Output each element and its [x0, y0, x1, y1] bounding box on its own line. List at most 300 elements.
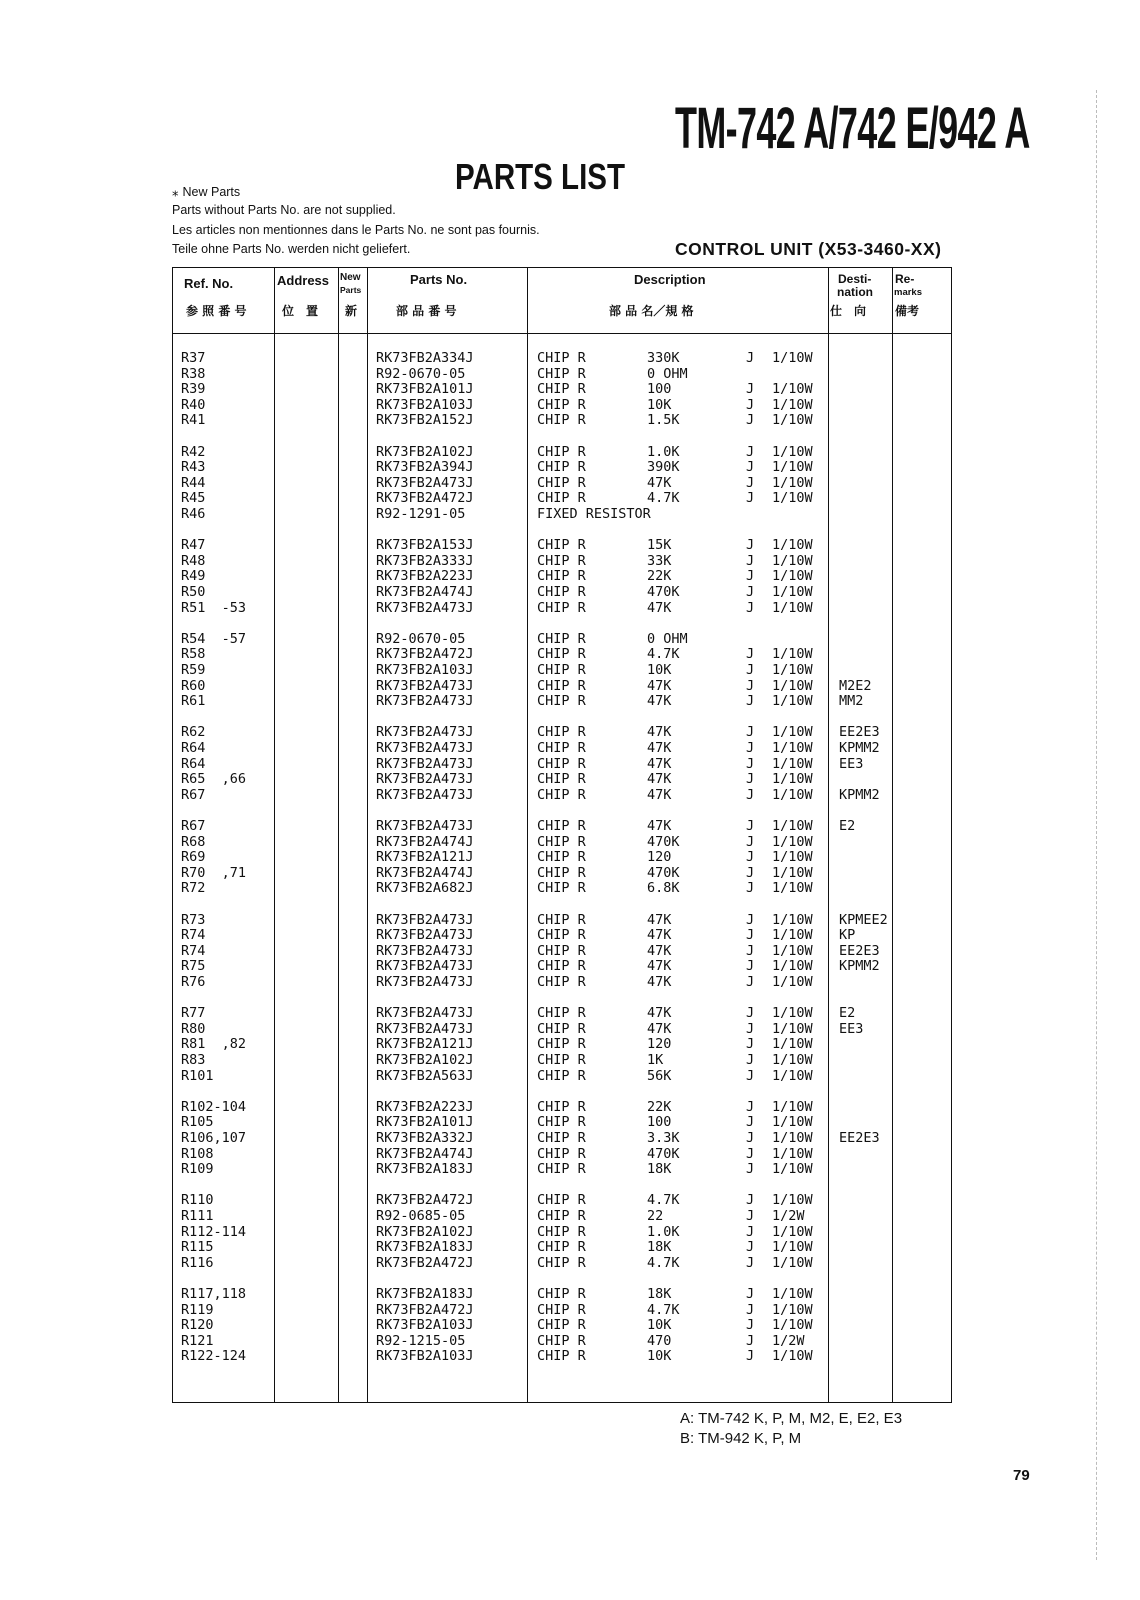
parts-no-cell: RK73FB2A183J [376, 1239, 474, 1256]
destination-b: B: TM-942 K, P, M [680, 1430, 802, 1447]
ref-no-cell: R45 [181, 490, 206, 507]
parts-no-cell: RK73FB2A183J [376, 1161, 474, 1178]
tolerance-cell: J [746, 1254, 755, 1271]
destination-cell: EE2E3 [839, 724, 880, 741]
value-cell: 10K [647, 1348, 672, 1365]
destination-a: A: TM-742 K, P, M, M2, E, E2, E3 [680, 1410, 903, 1427]
tolerance-cell: J [746, 568, 755, 585]
wattage-cell: 1/10W [772, 1098, 813, 1115]
ref-no-cell: R50 [181, 584, 206, 600]
wattage-cell: 1/10W [772, 771, 813, 788]
value-cell: 330K [647, 350, 680, 366]
description-cell: CHIP R [537, 599, 586, 616]
description-cell: CHIP R [537, 1161, 586, 1178]
header-remarks-2: marks [894, 287, 922, 298]
description-cell: CHIP R [537, 490, 586, 507]
parts-no-cell: RK73FB2A332J [376, 1130, 474, 1146]
ref-no-cell: R68 [181, 833, 206, 850]
parts-no-cell: RK73FB2A334J [376, 350, 474, 366]
description-cell: CHIP R [537, 958, 586, 975]
ref-no-cell: R54 -57 [181, 630, 247, 647]
wattage-cell: 1/10W [772, 381, 813, 398]
parts-no-cell: RK73FB2A103J [376, 396, 474, 413]
tolerance-cell: J [746, 396, 755, 413]
ref-no-cell: R111 [181, 1208, 214, 1224]
description-cell: CHIP R [537, 724, 586, 741]
tolerance-cell: J [746, 1208, 755, 1224]
value-cell: 100 [647, 1114, 672, 1131]
ref-no-cell: R106,107 [181, 1130, 247, 1146]
tolerance-cell: J [746, 818, 755, 834]
description-cell: CHIP R [537, 1052, 586, 1068]
ref-no-cell: R115 [181, 1239, 214, 1256]
wattage-cell: 1/10W [772, 942, 813, 959]
ref-no-cell: R74 [181, 942, 206, 959]
tolerance-cell: J [746, 459, 755, 476]
parts-no-cell: RK73FB2A102J [376, 1223, 474, 1240]
value-cell: 470K [647, 584, 680, 600]
description-cell: CHIP R [537, 443, 586, 460]
value-cell: 47K [647, 599, 672, 616]
wattage-cell: 1/10W [772, 1317, 813, 1334]
description-cell: CHIP R [537, 552, 586, 569]
tolerance-cell: J [746, 677, 755, 694]
wattage-cell: 1/10W [772, 552, 813, 569]
header-address: Address [277, 273, 330, 288]
value-cell: 10K [647, 396, 672, 413]
parts-no-cell: RK73FB2A333J [376, 552, 474, 569]
wattage-cell: 1/10W [772, 958, 813, 975]
wattage-cell: 1/10W [772, 1192, 813, 1209]
page-number: 79 [1013, 1467, 1030, 1484]
tolerance-cell: J [746, 740, 755, 756]
value-cell: 3.3K [647, 1130, 680, 1146]
value-cell: 47K [647, 958, 672, 975]
header-parts-no: Parts No. [410, 272, 468, 287]
parts-no-cell: RK73FB2A474J [376, 864, 474, 881]
destination-cell: MM2 [839, 693, 864, 710]
description-cell: CHIP R [537, 1067, 586, 1084]
header-ref-no: Ref. No. [184, 276, 234, 291]
value-cell: 4.7K [647, 1192, 680, 1209]
note-german: Teile ohne Parts No. werden nicht geliefert. [172, 242, 411, 256]
tolerance-cell: J [746, 755, 755, 772]
description-cell: CHIP R [537, 1098, 586, 1115]
wattage-cell: 1/10W [772, 443, 813, 460]
wattage-cell: 1/10W [772, 490, 813, 507]
wattage-cell: 1/10W [772, 911, 813, 928]
page-title: PARTS LIST [455, 156, 626, 197]
value-cell: 470K [647, 864, 680, 881]
tolerance-cell: J [746, 724, 755, 741]
destination-cell: E2 [839, 1005, 856, 1022]
value-cell: 47K [647, 693, 672, 710]
parts-no-cell: RK73FB2A121J [376, 1036, 474, 1053]
ref-no-cell: R40 [181, 396, 206, 413]
tolerance-cell: J [746, 974, 755, 990]
description-cell: CHIP R [537, 677, 586, 694]
destination-cell: KP [839, 927, 856, 944]
ref-no-cell: R121 [181, 1332, 214, 1349]
description-cell: CHIP R [537, 1317, 586, 1334]
wattage-cell: 1/10W [772, 350, 813, 366]
description-cell: CHIP R [537, 864, 586, 881]
value-cell: 47K [647, 1005, 672, 1022]
tolerance-cell: J [746, 1286, 755, 1302]
destination-cell: KPMM2 [839, 958, 880, 975]
parts-no-cell: RK73FB2A223J [376, 568, 474, 585]
parts-no-cell: RK73FB2A473J [376, 1005, 474, 1022]
column-divider [892, 267, 893, 1403]
note-english: Parts without Parts No. are not supplied. [172, 203, 396, 217]
ref-no-cell: R64 [181, 740, 206, 756]
destination-cell: E2 [839, 818, 856, 834]
ref-no-cell: R117,118 [181, 1286, 247, 1302]
ref-no-cell: R108 [181, 1145, 214, 1162]
parts-no-cell: RK73FB2A473J [376, 786, 474, 803]
tolerance-cell: J [746, 880, 755, 897]
value-cell: 56K [647, 1067, 672, 1084]
description-cell: CHIP R [537, 1145, 586, 1162]
destination-cell: M2E2 [839, 677, 872, 694]
tolerance-cell: J [746, 942, 755, 959]
parts-no-cell: R92-0685-05 [376, 1208, 466, 1224]
ref-no-cell: R48 [181, 552, 206, 569]
ref-no-cell: R112-114 [181, 1223, 247, 1240]
description-cell: CHIP R [537, 927, 586, 944]
value-cell: 47K [647, 974, 672, 990]
unit-title: CONTROL UNIT (X53-3460-XX) [675, 239, 942, 259]
wattage-cell: 1/10W [772, 677, 813, 694]
ref-no-cell: R81 ,82 [181, 1036, 247, 1053]
description-cell: CHIP R [537, 350, 586, 366]
ref-no-cell: R77 [181, 1005, 206, 1022]
parts-no-cell: RK73FB2A183J [376, 1286, 474, 1302]
wattage-cell: 1/10W [772, 927, 813, 944]
header-new-parts-2: Parts [340, 285, 362, 295]
description-cell: CHIP R [537, 1332, 586, 1349]
description-cell: CHIP R [537, 630, 586, 647]
parts-no-cell: RK73FB2A473J [376, 724, 474, 741]
wattage-cell: 1/10W [772, 1301, 813, 1318]
ref-no-cell: R70 ,71 [181, 864, 247, 881]
ref-no-cell: R49 [181, 568, 206, 585]
description-cell: CHIP R [537, 381, 586, 398]
parts-no-cell: RK73FB2A103J [376, 662, 474, 678]
description-cell: CHIP R [537, 1208, 586, 1224]
parts-no-cell: RK73FB2A101J [376, 381, 474, 398]
header-parts-no-jp: 部 品 番 号 [396, 304, 457, 318]
wattage-cell: 1/2W [772, 1208, 805, 1224]
description-cell: CHIP R [537, 662, 586, 678]
ref-no-cell: R120 [181, 1317, 214, 1334]
value-cell: 47K [647, 786, 672, 803]
wattage-cell: 1/10W [772, 1067, 813, 1084]
parts-no-cell: RK73FB2A473J [376, 677, 474, 694]
ref-no-cell: R65 ,66 [181, 771, 247, 788]
tolerance-cell: J [746, 599, 755, 616]
description-cell: CHIP R [537, 833, 586, 850]
description-cell: CHIP R [537, 365, 586, 382]
value-cell: 1.0K [647, 1223, 680, 1240]
value-cell: 47K [647, 740, 672, 756]
header-ref-no-jp: 参 照 番 号 [186, 304, 247, 318]
tolerance-cell: J [746, 1052, 755, 1068]
ref-no-cell: R110 [181, 1192, 214, 1209]
parts-no-cell: R92-0670-05 [376, 630, 466, 647]
tolerance-cell: J [746, 1005, 755, 1022]
description-cell: CHIP R [537, 584, 586, 600]
tolerance-cell: J [746, 443, 755, 460]
description-cell: CHIP R [537, 755, 586, 772]
wattage-cell: 1/10W [772, 662, 813, 678]
parts-no-cell: RK73FB2A472J [376, 646, 474, 663]
tolerance-cell: J [746, 1332, 755, 1349]
ref-no-cell: R67 [181, 818, 206, 834]
parts-no-cell: RK73FB2A152J [376, 412, 474, 429]
ref-no-cell: R83 [181, 1052, 206, 1068]
description-cell: CHIP R [537, 740, 586, 756]
ref-no-cell: R76 [181, 974, 206, 990]
parts-no-cell: RK73FB2A472J [376, 490, 474, 507]
tolerance-cell: J [746, 693, 755, 710]
parts-no-cell: RK73FB2A223J [376, 1098, 474, 1115]
wattage-cell: 1/10W [772, 1130, 813, 1146]
description-cell: CHIP R [537, 911, 586, 928]
tolerance-cell: J [746, 911, 755, 928]
description-cell: CHIP R [537, 1286, 586, 1302]
value-cell: 470K [647, 1145, 680, 1162]
tolerance-cell: J [746, 786, 755, 803]
ref-no-cell: R69 [181, 849, 206, 866]
wattage-cell: 1/10W [772, 1161, 813, 1178]
wattage-cell: 1/10W [772, 646, 813, 663]
description-cell: CHIP R [537, 568, 586, 585]
description-cell: CHIP R [537, 1239, 586, 1256]
wattage-cell: 1/10W [772, 755, 813, 772]
column-divider [367, 267, 368, 1403]
tolerance-cell: J [746, 474, 755, 491]
header-address-jp: 位 置 [282, 304, 319, 318]
tolerance-cell: J [746, 412, 755, 429]
ref-no-cell: R42 [181, 443, 206, 460]
wattage-cell: 1/10W [772, 1145, 813, 1162]
tolerance-cell: J [746, 350, 755, 366]
tolerance-cell: J [746, 771, 755, 788]
wattage-cell: 1/10W [772, 864, 813, 881]
destination-cell: EE3 [839, 1020, 864, 1037]
parts-no-cell: RK73FB2A472J [376, 1301, 474, 1318]
wattage-cell: 1/10W [772, 833, 813, 850]
ref-no-cell: R80 [181, 1020, 206, 1037]
ref-no-cell: R37 [181, 350, 206, 366]
description-cell: CHIP R [537, 646, 586, 663]
destination-cell: KPMM2 [839, 740, 880, 756]
wattage-cell: 1/10W [772, 1254, 813, 1271]
parts-no-cell: RK73FB2A472J [376, 1192, 474, 1209]
parts-no-cell: RK73FB2A394J [376, 459, 474, 476]
value-cell: 22K [647, 568, 672, 585]
tolerance-cell: J [746, 537, 755, 554]
wattage-cell: 1/10W [772, 1223, 813, 1240]
tolerance-cell: J [746, 1114, 755, 1131]
parts-no-cell: RK73FB2A473J [376, 1020, 474, 1037]
tolerance-cell: J [746, 1301, 755, 1318]
description-cell: FIXED RESISTOR [537, 506, 651, 522]
description-cell: CHIP R [537, 459, 586, 476]
parts-no-cell: RK73FB2A473J [376, 958, 474, 975]
ref-no-cell: R43 [181, 459, 206, 476]
column-divider [338, 267, 339, 1403]
description-cell: CHIP R [537, 1130, 586, 1146]
parts-no-cell: RK73FB2A121J [376, 849, 474, 866]
column-divider [274, 267, 275, 1403]
description-cell: CHIP R [537, 1036, 586, 1053]
value-cell: 47K [647, 942, 672, 959]
wattage-cell: 1/10W [772, 1114, 813, 1131]
tolerance-cell: J [746, 1098, 755, 1115]
parts-no-cell: RK73FB2A474J [376, 833, 474, 850]
value-cell: 47K [647, 927, 672, 944]
parts-no-cell: RK73FB2A473J [376, 927, 474, 944]
description-cell: CHIP R [537, 693, 586, 710]
wattage-cell: 1/2W [772, 1332, 805, 1349]
value-cell: 47K [647, 724, 672, 741]
value-cell: 4.7K [647, 490, 680, 507]
description-cell: CHIP R [537, 1301, 586, 1318]
value-cell: 47K [647, 677, 672, 694]
parts-no-cell: RK73FB2A102J [376, 443, 474, 460]
header-remarks-jp: 備考 [895, 304, 920, 318]
tolerance-cell: J [746, 1020, 755, 1037]
wattage-cell: 1/10W [772, 786, 813, 803]
header-description: Description [634, 272, 706, 287]
tolerance-cell: J [746, 381, 755, 398]
value-cell: 470 [647, 1332, 672, 1349]
value-cell: 10K [647, 662, 672, 678]
value-cell: 1.5K [647, 412, 680, 429]
parts-no-cell: RK73FB2A473J [376, 818, 474, 834]
destination-notes [680, 1409, 902, 1449]
value-cell: 47K [647, 911, 672, 928]
value-cell: 120 [647, 849, 672, 866]
value-cell: 4.7K [647, 1254, 680, 1271]
parts-no-cell: RK73FB2A473J [376, 771, 474, 788]
parts-no-cell: R92-1291-05 [376, 506, 466, 522]
header-description-jp: 部 品 名／規 格 [609, 304, 694, 318]
wattage-cell: 1/10W [772, 724, 813, 741]
header-divider [172, 333, 952, 334]
description-cell: CHIP R [537, 537, 586, 554]
parts-no-cell: RK73FB2A473J [376, 599, 474, 616]
parts-no-cell: RK73FB2A101J [376, 1114, 474, 1131]
tolerance-cell: J [746, 490, 755, 507]
tolerance-cell: J [746, 584, 755, 600]
value-cell: 0 OHM [647, 365, 688, 382]
tolerance-cell: J [746, 1348, 755, 1365]
tolerance-cell: J [746, 662, 755, 678]
ref-no-cell: R46 [181, 506, 206, 522]
note-french: Les articles non mentionnes dans le Parts No. ne sont pas fournis. [172, 223, 540, 237]
ref-no-cell: R60 [181, 677, 206, 694]
value-cell: 6.8K [647, 880, 680, 897]
destination-cell: KPMEE2 [839, 911, 888, 928]
parts-no-cell: RK73FB2A103J [376, 1348, 474, 1365]
value-cell: 18K [647, 1286, 672, 1302]
value-cell: 1.0K [647, 443, 680, 460]
destination-cell: KPMM2 [839, 786, 880, 803]
ref-no-cell: R67 [181, 786, 206, 803]
wattage-cell: 1/10W [772, 459, 813, 476]
wattage-cell: 1/10W [772, 396, 813, 413]
ref-no-cell: R64 [181, 755, 206, 772]
value-cell: 4.7K [647, 646, 680, 663]
ref-no-cell: R122-124 [181, 1348, 247, 1365]
wattage-cell: 1/10W [772, 818, 813, 834]
tolerance-cell: J [746, 864, 755, 881]
description-cell: CHIP R [537, 1223, 586, 1240]
wattage-cell: 1/10W [772, 474, 813, 491]
header-destination-jp: 仕 向 [830, 304, 867, 318]
tolerance-cell: J [746, 1239, 755, 1256]
tolerance-cell: J [746, 833, 755, 850]
wattage-cell: 1/10W [772, 1052, 813, 1068]
ref-no-cell: R47 [181, 537, 206, 554]
value-cell: 18K [647, 1239, 672, 1256]
destination-cell: EE2E3 [839, 1130, 880, 1146]
parts-no-cell: RK73FB2A472J [376, 1254, 474, 1271]
value-cell: 33K [647, 552, 672, 569]
ref-no-cell: R75 [181, 958, 206, 975]
description-cell: CHIP R [537, 818, 586, 834]
ref-no-cell: R39 [181, 381, 206, 398]
header-destination-2: nation [837, 285, 873, 299]
tolerance-cell: J [746, 646, 755, 663]
ref-no-cell: R74 [181, 927, 206, 944]
ref-no-cell: R72 [181, 880, 206, 897]
value-cell: 18K [647, 1161, 672, 1178]
parts-no-cell: RK73FB2A473J [376, 474, 474, 491]
value-cell: 22K [647, 1098, 672, 1115]
new-parts-label: New Parts [182, 185, 241, 199]
description-cell: CHIP R [537, 396, 586, 413]
tolerance-cell: J [746, 1192, 755, 1209]
header-new-parts-jp: 新 [345, 304, 358, 318]
parts-no-cell: RK73FB2A563J [376, 1067, 474, 1084]
wattage-cell: 1/10W [772, 1020, 813, 1037]
description-cell: CHIP R [537, 880, 586, 897]
ref-no-cell: R62 [181, 724, 206, 741]
column-divider [828, 267, 829, 1403]
wattage-cell: 1/10W [772, 1239, 813, 1256]
ref-no-cell: R51 -53 [181, 599, 247, 616]
parts-no-cell: R92-0670-05 [376, 365, 466, 382]
description-cell: CHIP R [537, 1114, 586, 1131]
wattage-cell: 1/10W [772, 849, 813, 866]
ref-no-cell: R109 [181, 1161, 214, 1178]
value-cell: 4.7K [647, 1301, 680, 1318]
tolerance-cell: J [746, 849, 755, 866]
ref-no-cell: R102-104 [181, 1098, 247, 1115]
value-cell: 47K [647, 771, 672, 788]
value-cell: 0 OHM [647, 630, 688, 647]
value-cell: 1K [647, 1052, 664, 1068]
parts-no-cell: RK73FB2A473J [376, 693, 474, 710]
wattage-cell: 1/10W [772, 584, 813, 600]
ref-no-cell: R38 [181, 365, 206, 382]
description-cell: CHIP R [537, 849, 586, 866]
tolerance-cell: J [746, 958, 755, 975]
